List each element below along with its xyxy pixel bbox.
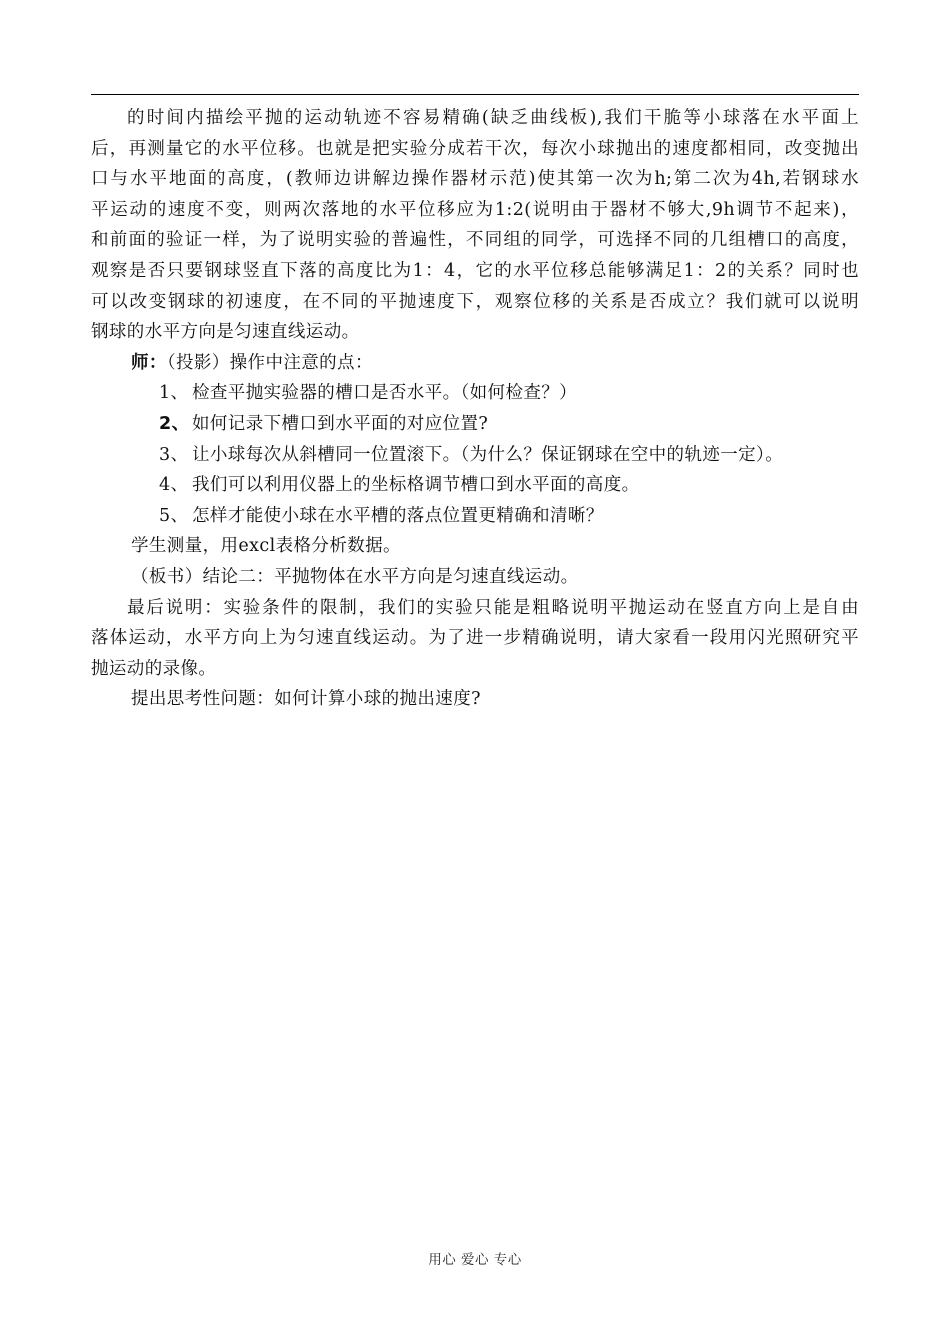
paragraph-line: 钢球的水平方向是匀速直线运动。 [91,322,360,343]
board-note-line: （板书）结论二：平抛物体在水平方向是匀速直线运动。 [131,566,579,587]
page-footer: 用心 爱心 专心 [428,1252,522,1268]
paragraph-line: 最后说明：实验条件的限制，我们的实验只能是粗略说明平抛运动在竖直方向上是自由 [127,597,859,618]
paragraph-line: 口与水平地面的高度，(教师边讲解边操作器材示范)使其第一次为h;第二次为4h,若钢球水 [91,169,859,190]
list-number: 5、 [159,505,189,526]
list-text: 让小球每次从斜槽同一位置滚下。（为什么？保证钢球在空中的轨迹一定）。 [192,444,784,465]
header-rule [91,94,859,95]
paragraph-line: 抛运动的录像。 [91,658,217,679]
paragraph-line: 的时间内描绘平抛的运动轨迹不容易精确(缺乏曲线板),我们干脆等小球落在水平面上 [127,108,859,128]
list-text: 怎样才能使小球在水平槽的落点位置更精确和清晰？ [192,505,604,526]
list-item [91,501,859,532]
paragraph-line: 平运动的速度不变，则两次落地的水平位移应为1:2(说明由于器材不够大,9h调节不起来)， [91,199,859,220]
teacher-line [91,348,859,379]
teacher-text: （投影）操作中注意的点： [166,352,373,373]
paragraph-line: 和前面的验证一样，为了说明实验的普遍性，不同组的同学，可选择不同的几组槽口的高度， [91,230,859,251]
final-paragraph [91,593,859,685]
paragraph-line: 后，再测量它的水平位移。也就是把实验分成若干次，每次小球抛出的速度都相同，改变抛出 [91,138,859,159]
list-item [91,470,859,501]
list-number: 3、 [159,444,189,465]
list-number: 1、 [159,383,189,404]
list-text: 如何记录下槽口到水平面的对应位置? [192,413,489,434]
document-body [91,103,859,715]
list-item [91,440,859,471]
student-measure-line: 学生测量，用excl表格分析数据。 [131,536,401,557]
list-number: 2、 [159,413,190,434]
list-item [91,378,859,409]
paragraph-1 [91,103,859,348]
paragraph-line: 可以改变钢球的初速度，在不同的平抛速度下，观察位移的关系是否成立？我们就可以说明 [91,291,859,312]
list-item [91,409,859,440]
paragraph-line: 落体运动，水平方向上为匀速直线运动。为了进一步精确说明，请大家看一段用闪光照研究平 [91,628,859,649]
list-number: 4、 [159,475,189,496]
teacher-label: 师： [131,352,167,373]
question-line: 提出思考性问题：如何计算小球的抛出速度? [131,689,481,710]
list-text: 我们可以利用仪器上的坐标格调节槽口到水平面的高度。 [192,475,640,496]
list-text: 检查平抛实验器的槽口是否水平。（如何检查？） [192,383,578,404]
notes-list [91,378,859,531]
paragraph-line: 观察是否只要钢球竖直下落的高度比为1：4，它的水平位移总能够满足1：2的关系？同时也 [91,260,859,281]
